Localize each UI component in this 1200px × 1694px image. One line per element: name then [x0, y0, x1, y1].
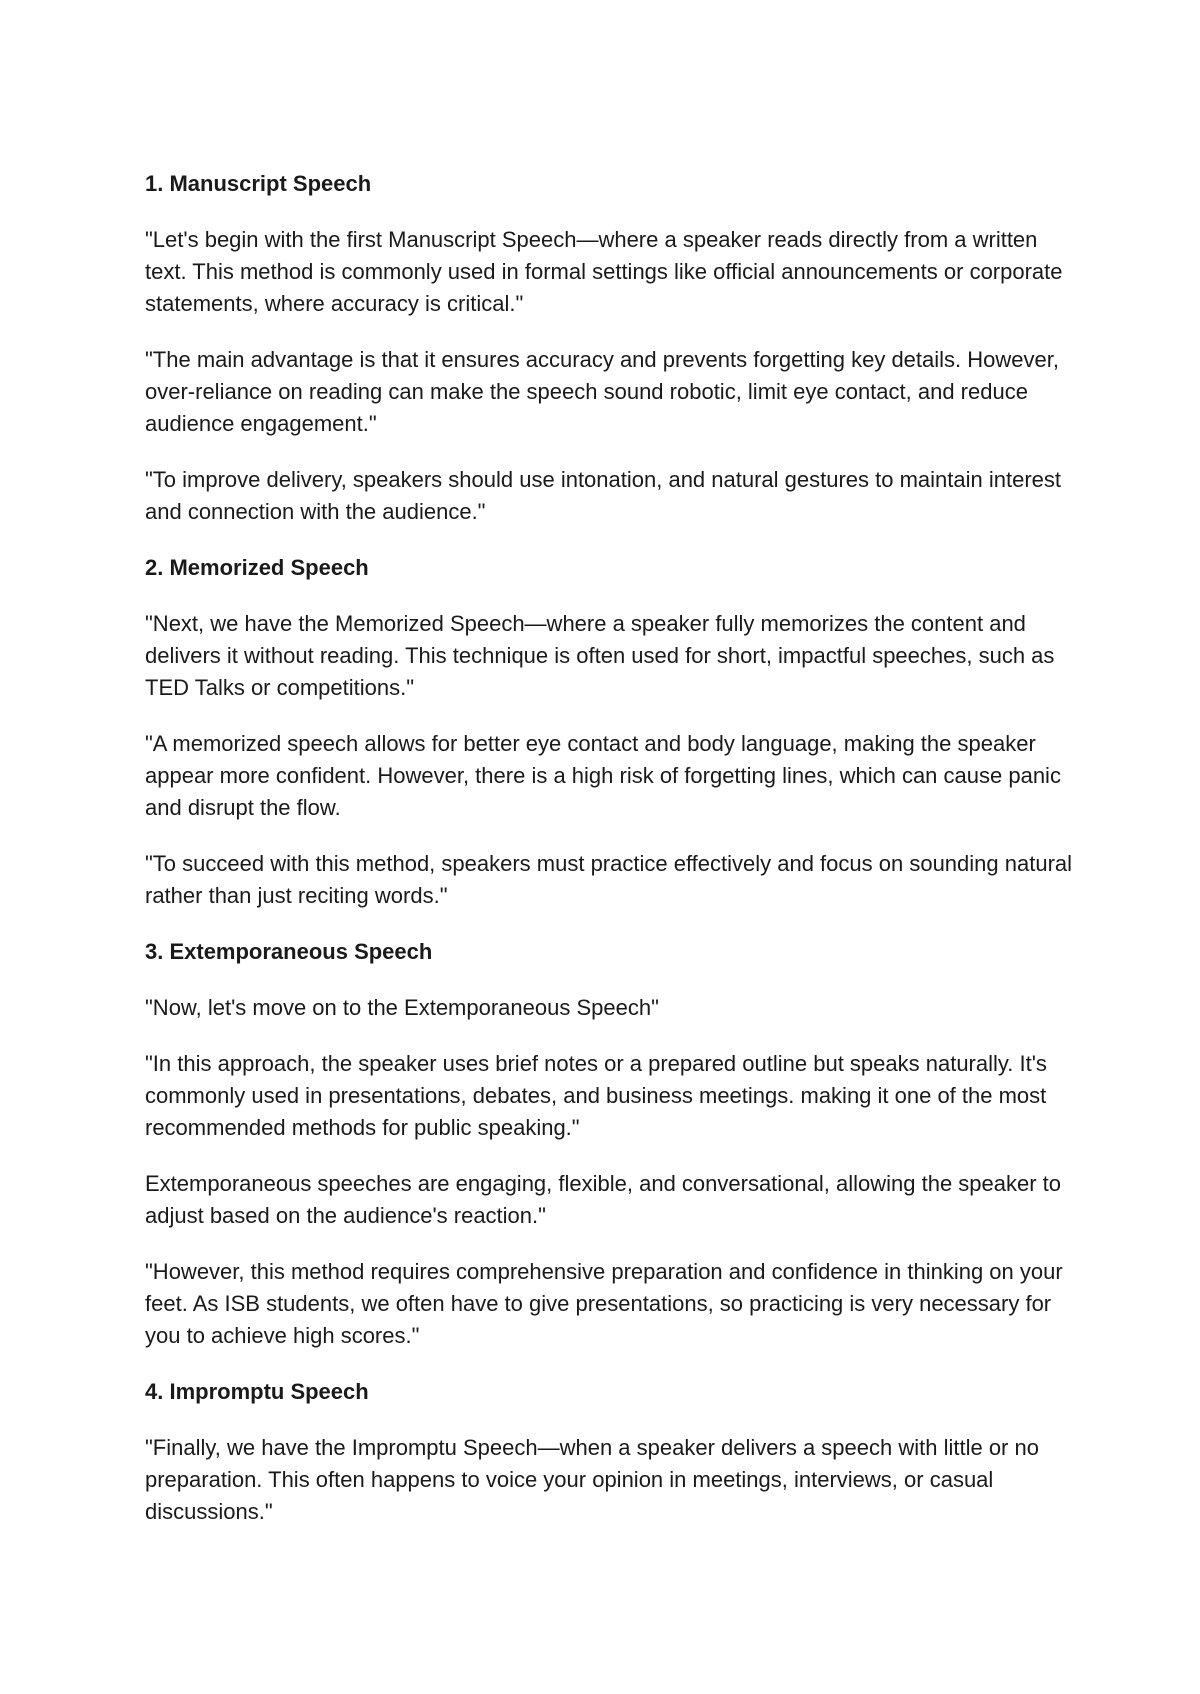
paragraph: "Let's begin with the first Manuscript Speech—where a speaker reads directly from a written text. This method is commonly used in formal settings like official announcements or corporate statements, where accuracy is critical." — [145, 227, 1063, 316]
paragraph: Extemporaneous speeches are engaging, flexible, and conversational, allowing the speaker to adjust based on the audience's reaction." — [145, 1171, 1062, 1228]
section-heading: 3. Extemporaneous Speech — [145, 939, 433, 964]
section-heading: 1. Manuscript Speech — [145, 171, 372, 196]
section-extemporaneous — [145, 936, 1075, 1352]
paragraph: "However, this method requires comprehensive preparation and confidence in thinking on your feet. As ISB students, we often have to give presentations, so practicing is very necessary for you to achieve high scores." — [145, 1259, 1063, 1348]
paragraph: "To succeed with this method, speakers must practice effectively and focus on sounding natural rather than just reciting words." — [145, 851, 1073, 908]
section-heading: 2. Memorized Speech — [145, 555, 369, 580]
section-memorized — [145, 552, 1075, 912]
document-body — [145, 168, 1075, 1552]
paragraph: "In this approach, the speaker uses brief notes or a prepared outline but speaks naturally. It's commonly used in presentations, debates, and business meetings. making it one of the most recommended methods for public speaking." — [145, 1051, 1047, 1140]
paragraph: "A memorized speech allows for better eye contact and body language, making the speaker appear more confident. However, there is a high risk of forgetting lines, which can cause panic and disrupt the flow. — [145, 731, 1061, 820]
section-heading: 4. Impromptu Speech — [145, 1379, 369, 1404]
paragraph: "Now, let's move on to the Extemporaneous Speech" — [145, 995, 659, 1020]
section-manuscript — [145, 168, 1075, 528]
paragraph: "Next, we have the Memorized Speech—where a speaker fully memorizes the content and delivers it without reading. This technique is often used for short, impactful speeches, such as TED Talks or competitions." — [145, 611, 1055, 700]
paragraph: "Finally, we have the Impromptu Speech—when a speaker delivers a speech with little or no preparation. This often happens to voice your opinion in meetings, interviews, or casual discussions." — [145, 1435, 1039, 1524]
section-impromptu — [145, 1376, 1075, 1528]
paragraph: "To improve delivery, speakers should use intonation, and natural gestures to maintain interest and connection with the audience." — [145, 467, 1062, 524]
paragraph: "The main advantage is that it ensures accuracy and prevents forgetting key details. However, over-reliance on reading can make the speech sound robotic, limit eye contact, and reduce audience engagement." — [145, 347, 1059, 436]
